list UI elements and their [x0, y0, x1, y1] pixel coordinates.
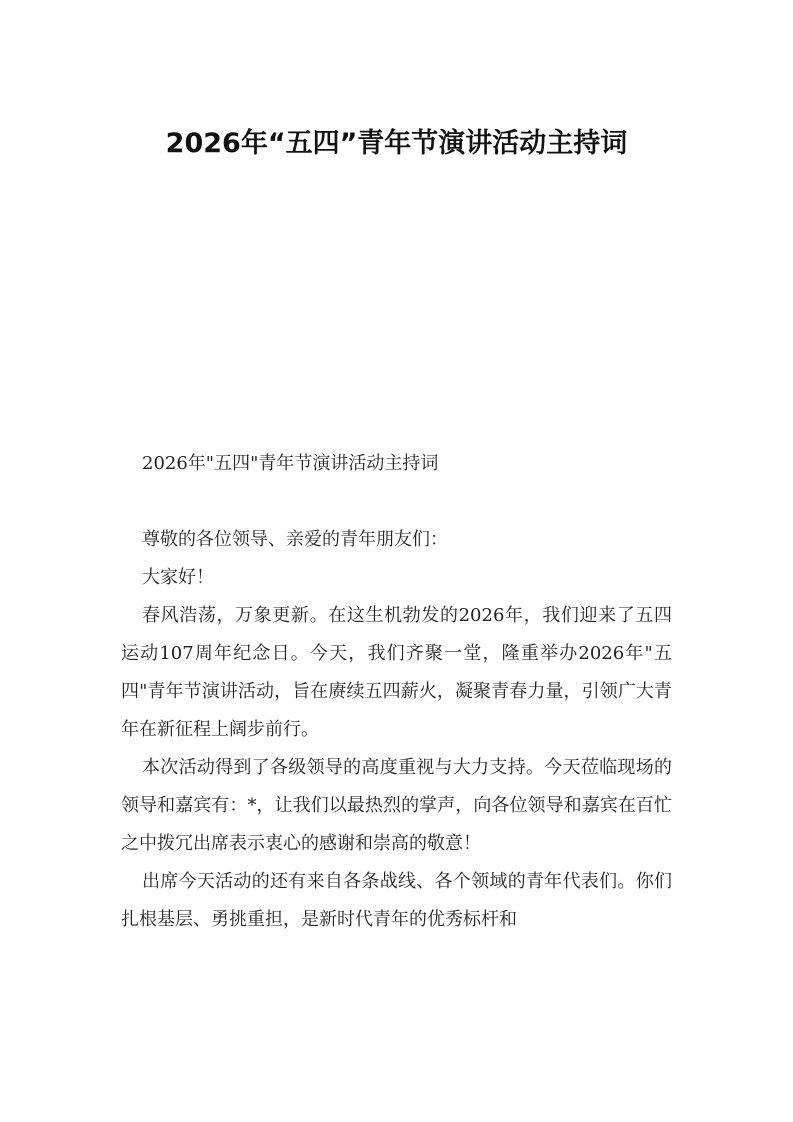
guests-paragraph: 本次活动得到了各级领导的高度重视与大力支持。今天莅临现场的领导和嘉宾有：*，让我们以最热烈的掌声，向各位领导和嘉宾在百忙之中拨冗出席表示衷心的感谢和崇高的敬意！ [121, 757, 672, 854]
youth-representatives-paragraph: 出席今天活动的还有来自各条战线、各个领域的青年代表们。你们扎根基层、勇挑重担，是新时代青年的优秀标杆和 [121, 871, 672, 930]
body-title: 2026年"五四"青年节演讲活动主持词 [142, 453, 439, 474]
opening-paragraph: 春风浩荡，万象更新。在这生机勃发的2026年，我们迎来了五四运动107周年纪念日。今天，我们齐聚一堂，隆重举办2026年"五四"青年节演讲活动，旨在赓续五四薪火，凝聚青春力量，引领广大青年在新征程上阔步前行。 [121, 605, 672, 740]
document-body [121, 445, 672, 939]
salutation-paragraph: 尊敬的各位领导、亲爱的青年朋友们： [142, 529, 448, 550]
cover-title: 2026年“五四”青年节演讲活动主持词 [165, 128, 628, 159]
greeting-paragraph: 大家好！ [142, 567, 214, 588]
